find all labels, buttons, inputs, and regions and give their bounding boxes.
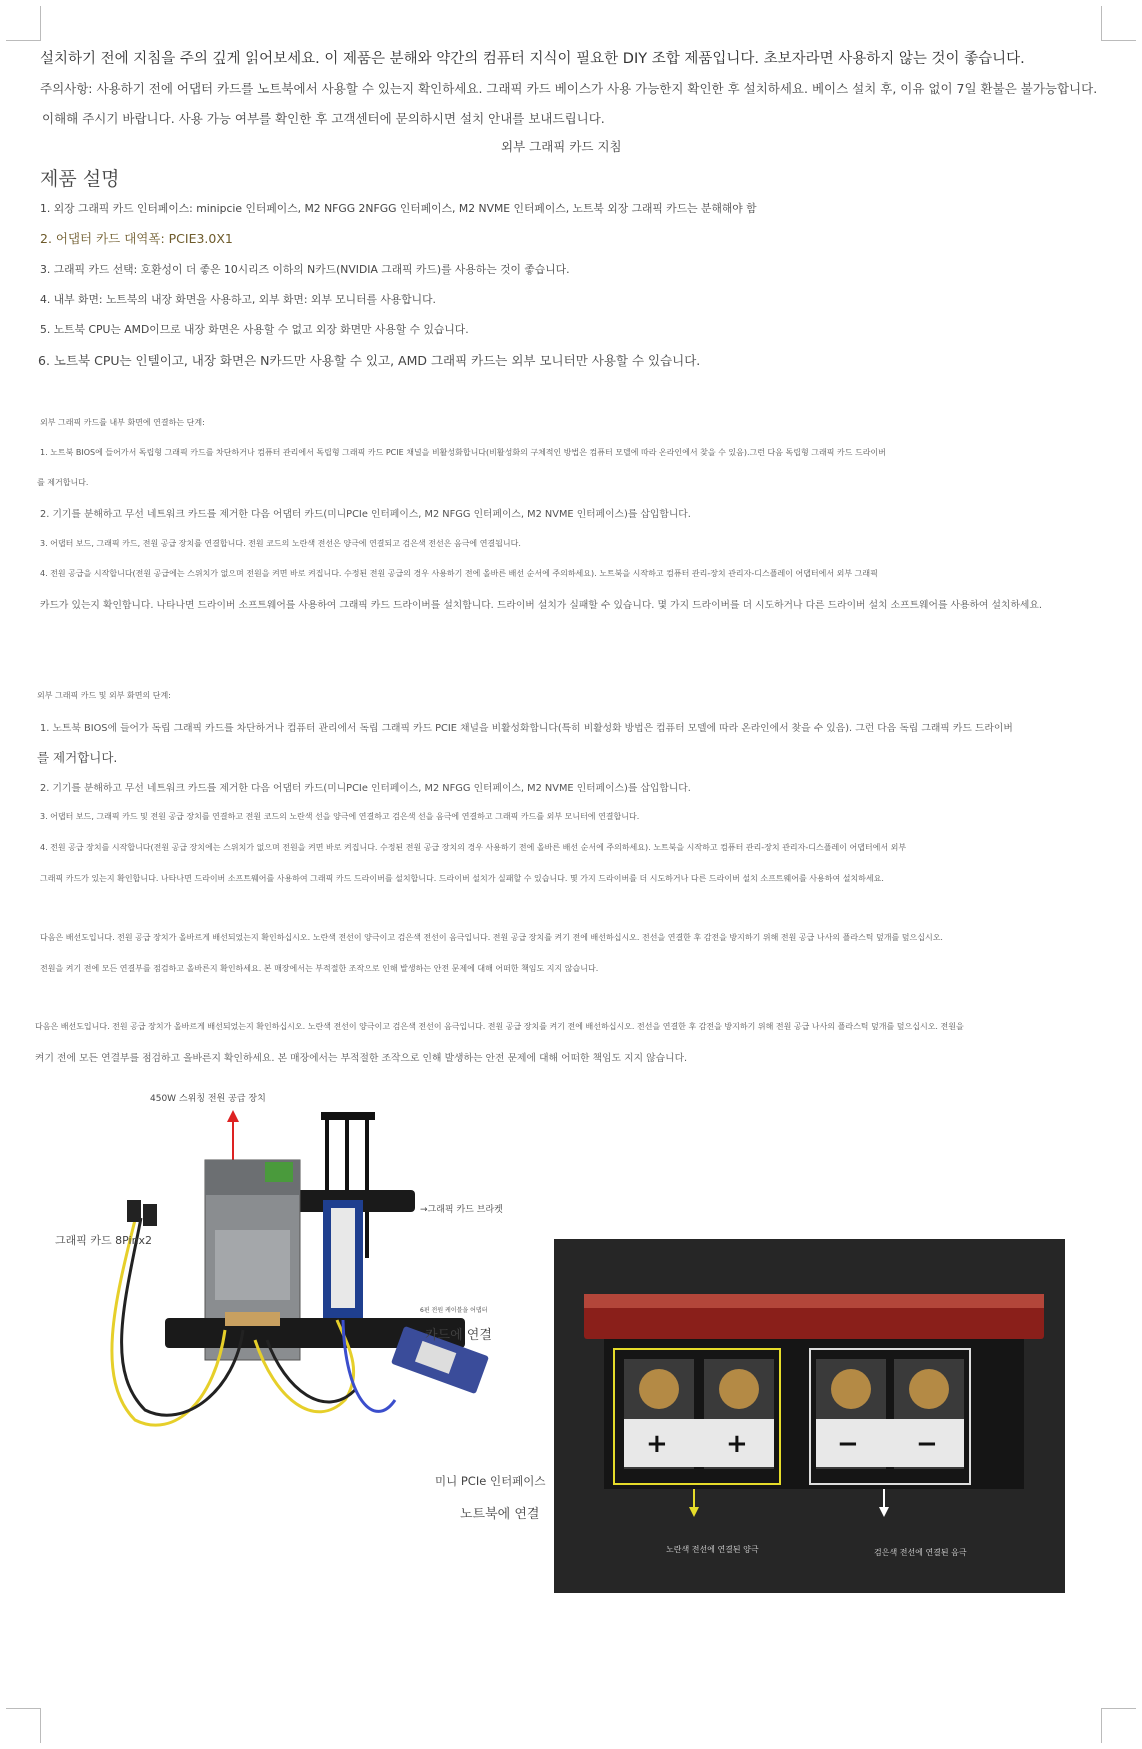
description-item-1: 1. 외장 그래픽 카드 인터페이스: minipcie 인터페이스, M2 NFGG 2NFGG 인터페이스, M2 NVME 인터페이스, 노트북 외장 그래픽 카드는 분해해야 함	[40, 202, 757, 215]
subtitle: 외부 그래픽 카드 지침	[501, 139, 622, 154]
internal-heading: 외부 그래픽 카드를 내부 화면에 연결하는 단계:	[40, 418, 205, 427]
internal-step-3: 3. 어댑터 보드, 그래픽 카드, 전원 공급 장치를 연결합니다. 전원 코드의 노란색 전선은 양극에 연결되고 검은색 전선은 음극에 연결됩니다.	[40, 539, 521, 548]
internal-step-2: 2. 기기를 분해하고 무선 네트워크 카드를 제거한 다음 어댑터 카드(미니PCIe 인터페이스, M2 NFGG 인터페이스, M2 NVME 인터페이스)를 삽입합니다.	[40, 509, 691, 520]
terminal-photo-drawing	[554, 1239, 1065, 1593]
intro-line-2: 주의사항: 사용하기 전에 어댑터 카드를 노트북에서 사용할 수 있는지 확인하세요. 그래픽 카드 베이스가 사용 가능한지 확인한 후 설치하세요. 베이스 설치 후, 이유 없이 7일 환불은 불가능합니다.	[40, 81, 1098, 96]
cable-label-small: 6핀 전원 케이블을 어댑터	[420, 1307, 488, 1314]
wiring-note-1b: 전원을 켜기 전에 모든 연결부를 점검하고 올바른지 확인하세요. 본 매장에서는 부적절한 조작으로 인해 발생하는 안전 문제에 대해 어떠한 책임도 지지 않습니다.	[40, 964, 599, 973]
external-step-1a: 1. 노트북 BIOS에 들어가 독립 그래픽 카드를 차단하거나 컴퓨터 관리에서 독립 그래픽 카드 PCIE 채널을 비활성화합니다(특히 비활성화 방법은 컴퓨터 모델에 따라 온라인에서 찾을 수 있음). 그런 다음 독립 그래픽 카드 드라이버	[40, 723, 1013, 734]
external-heading: 외부 그래픽 카드 및 외부 화면의 단계:	[37, 691, 171, 700]
crop-mark-bottom-right	[1101, 1708, 1136, 1743]
internal-step-4b: 카드가 있는지 확인합니다. 나타나면 드라이버 소프트웨어를 사용하여 그래픽 카드 드라이버를 설치합니다. 드라이버 설치가 실패할 수 있습니다. 몇 가지 드라이버를 더 시도하거나 다른 드라이버 설치 소프트웨어를 사용하여 설치하세요.	[40, 600, 1042, 611]
plus-sign-2: +	[726, 1429, 748, 1459]
description-item-2: 2. 어댑터 카드 대역폭: PCIE3.0X1	[40, 231, 233, 246]
mini-pcie-label: 미니 PCIe 인터페이스	[435, 1474, 546, 1488]
external-step-2: 2. 기기를 분해하고 무선 네트워크 카드를 제거한 다음 어댑터 카드(미니PCIe 인터페이스, M2 NFGG 인터페이스, M2 NVME 인터페이스)를 삽입합니다.	[40, 783, 691, 794]
plus-sign-1: +	[646, 1429, 668, 1459]
psu-label: 450W 스위칭 전원 공급 장치	[150, 1094, 266, 1104]
description-item-5: 5. 노트북 CPU는 AMD이므로 내장 화면은 사용할 수 없고 외장 화면만 사용할 수 있습니다.	[40, 323, 469, 336]
wiring-note-1a: 다음은 배선도입니다. 전원 공급 장치가 올바르게 배선되었는지 확인하십시오. 노란색 전선이 양극이고 검은색 전선이 음극입니다. 전원 공급 장치를 켜기 전에 배선하십시오. 전선을 연결한 후 감전을 방지하기 위해 전원 공급 나사의 플라스틱 덮개를 덮으십시오.	[40, 933, 943, 942]
external-step-3: 3. 어댑터 보드, 그래픽 카드 및 전원 공급 장치를 연결하고 전원 코드의 노란색 선을 양극에 연결하고 검은색 선을 음극에 연결하고 그래픽 카드를 외부 모니터에 연결합니다.	[40, 812, 640, 821]
intro-line-3: 이해해 주시기 바랍니다. 사용 가능 여부를 확인한 후 고객센터에 문의하시면 설치 안내를 보내드립니다.	[42, 111, 605, 126]
gpu-power-label: 그래픽 카드 8Pinx2	[55, 1234, 153, 1247]
wiring-figure	[45, 1094, 555, 1522]
minus-sign-2: −	[916, 1429, 938, 1459]
wiring-note-2b: 켜기 전에 모든 연결부를 점검하고 올바른지 확인하세요. 본 매장에서는 부적절한 조작으로 인해 발생하는 안전 문제에 대해 어떠한 책임도 지지 않습니다.	[35, 1053, 688, 1064]
wiring-note-2a: 다음은 배선도입니다. 전원 공급 장치가 올바르게 배선되었는지 확인하십시오. 노란색 전선이 양극이고 검은색 전선이 음극입니다. 전원 공급 장치를 켜기 전에 배선하십시오. 전선을 연결한 후 감전을 방지하기 위해 전원 공급 나사의 플라스틱 덮개를 덮으십시오. 전원을	[35, 1022, 964, 1031]
crop-mark-bottom-left	[6, 1708, 41, 1743]
negative-terminal-label: 검은색 전선에 연결된 음극	[874, 1548, 967, 1557]
laptop-label: 노트북에 연결	[460, 1507, 540, 1522]
bracket-label: →그래픽 카드 브라켓	[420, 1205, 503, 1215]
description-item-4: 4. 내부 화면: 노트북의 내장 화면을 사용하고, 외부 화면: 외부 모니터를 사용합니다.	[40, 293, 436, 306]
internal-step-4a: 4. 전원 공급을 시작합니다(전원 공급에는 스위치가 없으며 전원을 켜면 바로 켜집니다. 수정된 전원 공급의 경우 사용하기 전에 올바른 배선 순서에 주의하세요). 노트북을 시작하고 컴퓨터 관리-장치 관리자-디스플레이 어댑터에서 외부 그래픽	[40, 569, 878, 578]
external-step-4b: 그래픽 카드가 있는지 확인합니다. 나타나면 드라이버 소프트웨어를 사용하여 그래픽 카드 드라이버를 설치합니다. 드라이버 설치가 실패할 수 있습니다. 몇 가지 드라이버를 더 시도하거나 다른 드라이버 설치 소프트웨어를 사용하여 설치하세요.	[40, 874, 884, 883]
terminal-photo	[554, 1239, 1065, 1593]
description-item-3: 3. 그래픽 카드 선택: 호환성이 더 좋은 10시리즈 이하의 N카드(NVIDIA 그래픽 카드)를 사용하는 것이 좋습니다.	[40, 263, 570, 276]
minus-sign-1: −	[837, 1429, 859, 1459]
external-step-1b: 를 제거합니다.	[37, 750, 118, 765]
external-step-4a: 4. 전원 공급 장치를 시작합니다(전원 공급 장치에는 스위치가 없으며 전원을 켜면 바로 켜집니다. 수정된 전원 공급 장치의 경우 사용하기 전에 올바른 배선 순서에 주의하세요). 노트북을 시작하고 컴퓨터 관리-장치 관리자-디스플레이 어댑터에서 외부	[40, 843, 907, 852]
internal-step-1b: 를 제거합니다.	[37, 478, 89, 487]
crop-mark-top-right	[1101, 6, 1136, 41]
description-heading: 제품 설명	[40, 168, 120, 190]
cable-label: 카드에 연결	[425, 1328, 492, 1343]
crop-mark-top-left	[6, 6, 41, 41]
description-item-6: 6. 노트북 CPU는 인텔이고, 내장 화면은 N카드만 사용할 수 있고, AMD 그래픽 카드는 외부 모니터만 사용할 수 있습니다.	[38, 353, 701, 368]
internal-step-1a: 1. 노트북 BIOS에 들어가서 독립형 그래픽 카드를 차단하거나 컴퓨터 관리에서 독립형 그래픽 카드 PCIE 채널을 비활성화합니다(비활성화의 구체적인 방법은 컴퓨터 모델에 따라 온라인에서 찾을 수 있음).그런 다음 독립형 그래픽 카드 드라이버	[40, 448, 886, 457]
positive-terminal-label: 노란색 전선에 연결된 양극	[666, 1545, 759, 1554]
intro-line-1: 설치하기 전에 지침을 주의 깊게 읽어보세요. 이 제품은 분해와 약간의 컴퓨터 지식이 필요한 DIY 조합 제품입니다. 초보자라면 사용하지 않는 것이 좋습니다.	[40, 51, 1025, 67]
